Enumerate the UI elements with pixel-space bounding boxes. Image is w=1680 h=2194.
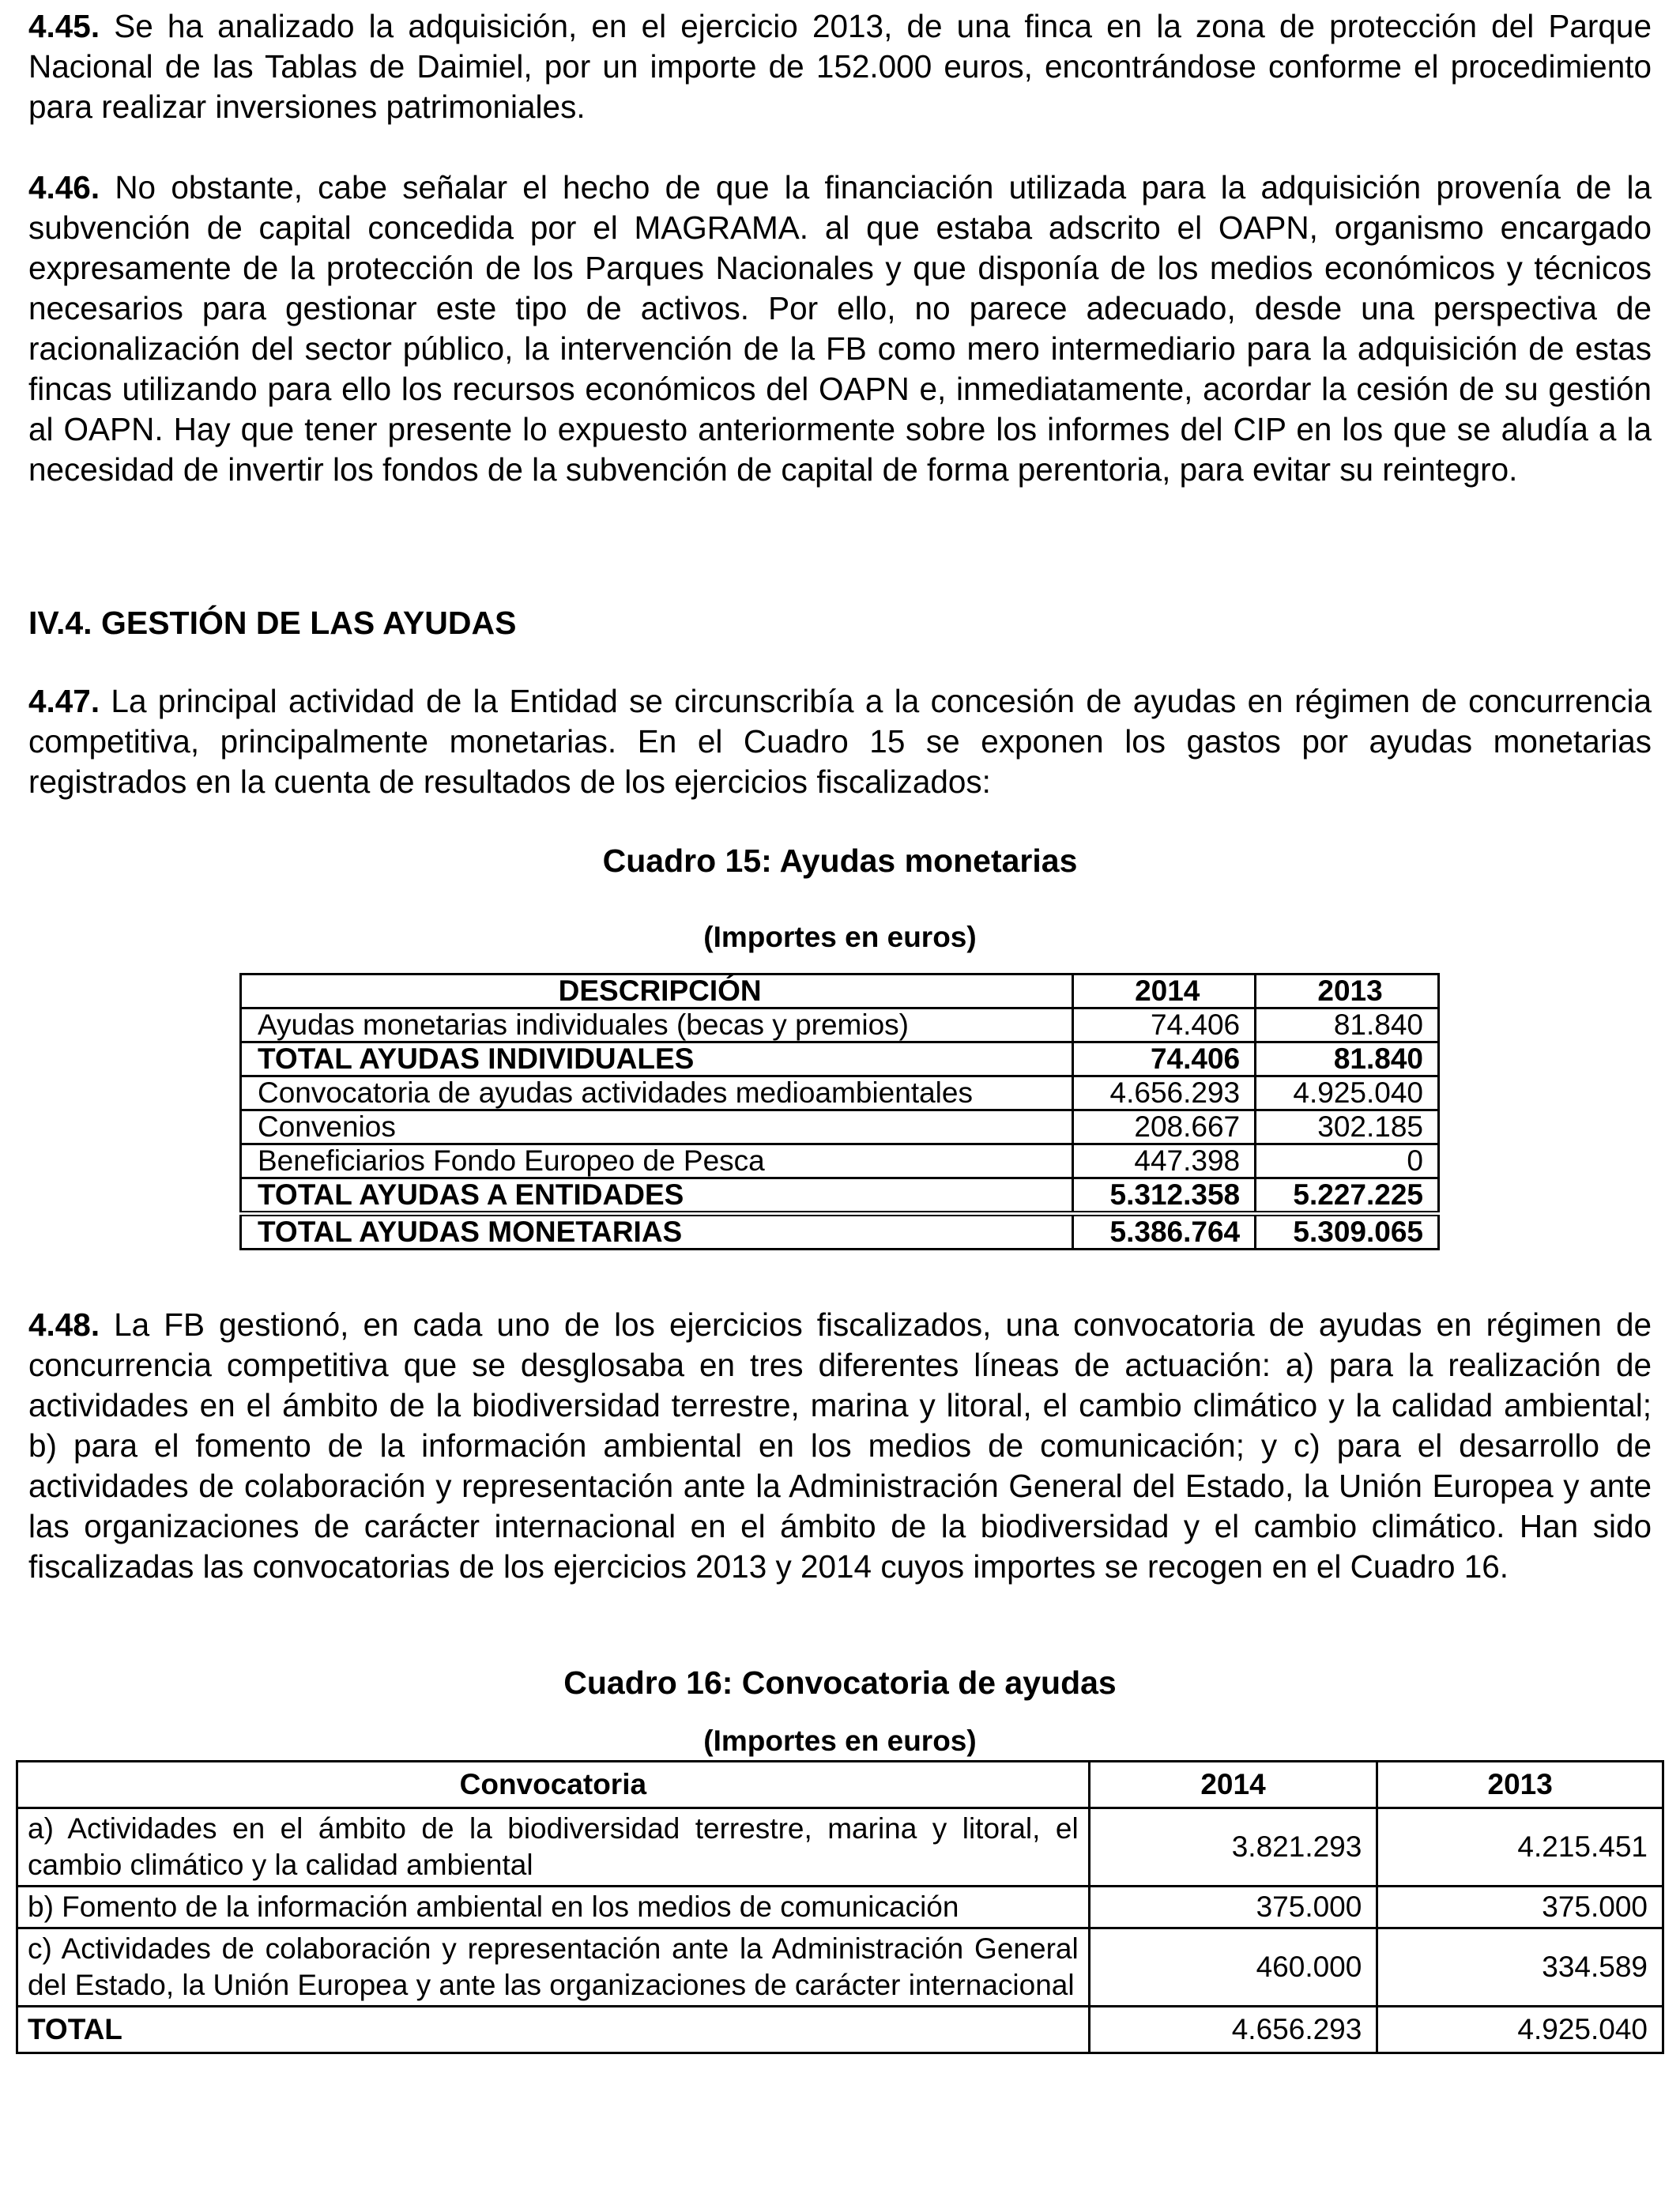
- value-2013: 4.925.040: [1256, 1076, 1439, 1110]
- value-2013: 302.185: [1256, 1110, 1439, 1144]
- value-2014: 74.406: [1073, 1008, 1256, 1042]
- row-description: a) Actividades en el ámbito de la biodiversidad terrestre, marina y litoral, el cambio climático y la calidad ambiental: [17, 1808, 1090, 1887]
- paragraph-4-46: [28, 168, 1652, 490]
- section-heading: IV.4. GESTIÓN DE LAS AYUDAS: [28, 605, 517, 641]
- row-description: c) Actividades de colaboración y representación ante la Administración General del Estado, la Unión Europea y ante las organizaciones de carácter internacional: [17, 1928, 1090, 2007]
- paragraph-text: La FB gestionó, en cada uno de los ejercicios fiscalizados, una convocatoria de ayudas en régimen de concurrencia competitiva que se desglosaba en tres diferentes líneas de actuación: a) para la realización de actividades en el ámbito de la biodiversidad terrestre, marina y litoral, el cambio climático y la calidad ambiental; b) para el fomento de la información ambiental en los medios de comunicación; y c) para el desarrollo de actividades de colaboración y representación ante la Administración General del Estado, la Unión Europea y ante las organizaciones de carácter internacional en el ámbito de la biodiversidad y el cambio climático. Han sido fiscalizadas las convocatorias de los ejercicios 2013 y 2014 cuyos importes se recogen en el Cuadro 16.: [28, 1306, 1652, 1585]
- paragraph-text: Se ha analizado la adquisición, en el ejercicio 2013, de una finca en la zona de protección del Parque Nacional de las Tablas de Daimiel, por un importe de 152.000 euros, encontrándose conforme el procedimiento para realizar inversiones patrimoniales.: [28, 8, 1652, 125]
- paragraph-number: 4.46.: [28, 169, 100, 205]
- paragraph-4-45: [28, 6, 1652, 127]
- row-description: TOTAL AYUDAS MONETARIAS: [241, 1214, 1073, 1250]
- table-row-total: [241, 1178, 1439, 1214]
- value-2014: 4.656.293: [1073, 1076, 1256, 1110]
- table-row: [241, 1110, 1439, 1144]
- paragraph-4-48: [28, 1305, 1652, 1587]
- table-row-total: [17, 2007, 1663, 2053]
- value-2014: 208.667: [1073, 1110, 1256, 1144]
- table-row: [241, 1008, 1439, 1042]
- value-2013: 375.000: [1377, 1887, 1663, 1928]
- value-2013: 5.309.065: [1256, 1214, 1439, 1250]
- value-2014: 460.000: [1089, 1928, 1377, 2007]
- value-2014: 74.406: [1073, 1042, 1256, 1076]
- table-row: [241, 1076, 1439, 1110]
- paragraph-number: 4.45.: [28, 8, 100, 44]
- table-convocatoria-ayudas: [16, 1760, 1664, 2054]
- value-2013: 81.840: [1256, 1008, 1439, 1042]
- value-2013: 81.840: [1256, 1042, 1439, 1076]
- table-row: [17, 1887, 1663, 1928]
- column-header: Convocatoria: [17, 1762, 1090, 1808]
- value-2013: 4.925.040: [1377, 2007, 1663, 2053]
- value-2014: 447.398: [1073, 1144, 1256, 1178]
- paragraph-number: 4.47.: [28, 683, 100, 719]
- value-2013: 334.589: [1377, 1928, 1663, 2007]
- row-description: Convenios: [241, 1110, 1073, 1144]
- table-header-row: [17, 1762, 1663, 1808]
- column-header: 2013: [1256, 974, 1439, 1008]
- table-15-title: Cuadro 15: Ayudas monetarias: [602, 843, 1078, 879]
- value-2014: 3.821.293: [1089, 1808, 1377, 1887]
- row-description: Ayudas monetarias individuales (becas y premios): [241, 1008, 1073, 1042]
- value-2013: 4.215.451: [1377, 1808, 1663, 1887]
- table-16-subtitle: (Importes en euros): [703, 1725, 977, 1757]
- paragraph-4-47: [28, 681, 1652, 802]
- value-2014: 5.386.764: [1073, 1214, 1256, 1250]
- value-2014: 375.000: [1089, 1887, 1377, 1928]
- row-description: Beneficiarios Fondo Europeo de Pesca: [241, 1144, 1073, 1178]
- table-row: [241, 1144, 1439, 1178]
- paragraph-text: La principal actividad de la Entidad se circunscribía a la concesión de ayudas en régimen de concurrencia competitiva, principalmente monetarias. En el Cuadro 15 se exponen los gastos por ayudas monetarias registrados en la cuenta de resultados de los ejercicios fiscalizados:: [28, 683, 1652, 800]
- table-row: [17, 1928, 1663, 2007]
- table-row-total: [241, 1042, 1439, 1076]
- column-header: 2014: [1073, 974, 1256, 1008]
- row-description: Convocatoria de ayudas actividades medioambientales: [241, 1076, 1073, 1110]
- value-2013: 5.227.225: [1256, 1178, 1439, 1214]
- paragraph-number: 4.48.: [28, 1306, 100, 1343]
- value-2014: 5.312.358: [1073, 1178, 1256, 1214]
- table-row: [17, 1808, 1663, 1887]
- table-ayudas-monetarias: [239, 973, 1440, 1250]
- table-row-grand-total: [241, 1214, 1439, 1250]
- table-header-row: [241, 974, 1439, 1008]
- row-description: TOTAL AYUDAS INDIVIDUALES: [241, 1042, 1073, 1076]
- value-2014: 4.656.293: [1089, 2007, 1377, 2053]
- table-15-subtitle: (Importes en euros): [703, 921, 977, 953]
- table-16-title: Cuadro 16: Convocatoria de ayudas: [563, 1664, 1117, 1701]
- row-description: b) Fomento de la información ambiental en los medios de comunicación: [17, 1887, 1090, 1928]
- row-description: TOTAL AYUDAS A ENTIDADES: [241, 1178, 1073, 1214]
- column-header: 2014: [1089, 1762, 1377, 1808]
- value-2013: 0: [1256, 1144, 1439, 1178]
- row-description: TOTAL: [17, 2007, 1090, 2053]
- column-header: DESCRIPCIÓN: [241, 974, 1073, 1008]
- paragraph-text: No obstante, cabe señalar el hecho de que la financiación utilizada para la adquisición provenía de la subvención de capital concedida por el MAGRAMA. al que estaba adscrito el OAPN, organismo encargado expresamente de la protección de los Parques Nacionales y que disponía de los medios económicos y técnicos necesarios para gestionar este tipo de activos. Por ello, no parece adecuado, desde una perspectiva de racionalización del sector público, la intervención de la FB como mero intermediario para la adquisición de estas fincas utilizando para ello los recursos económicos del OAPN e, inmediatamente, acordar la cesión de su gestión al OAPN. Hay que tener presente lo expuesto anteriormente sobre los informes del CIP en los que se aludía a la necesidad de invertir los fondos de la subvención de capital de forma perentoria, para evitar su reintegro.: [28, 169, 1652, 488]
- column-header: 2013: [1377, 1762, 1663, 1808]
